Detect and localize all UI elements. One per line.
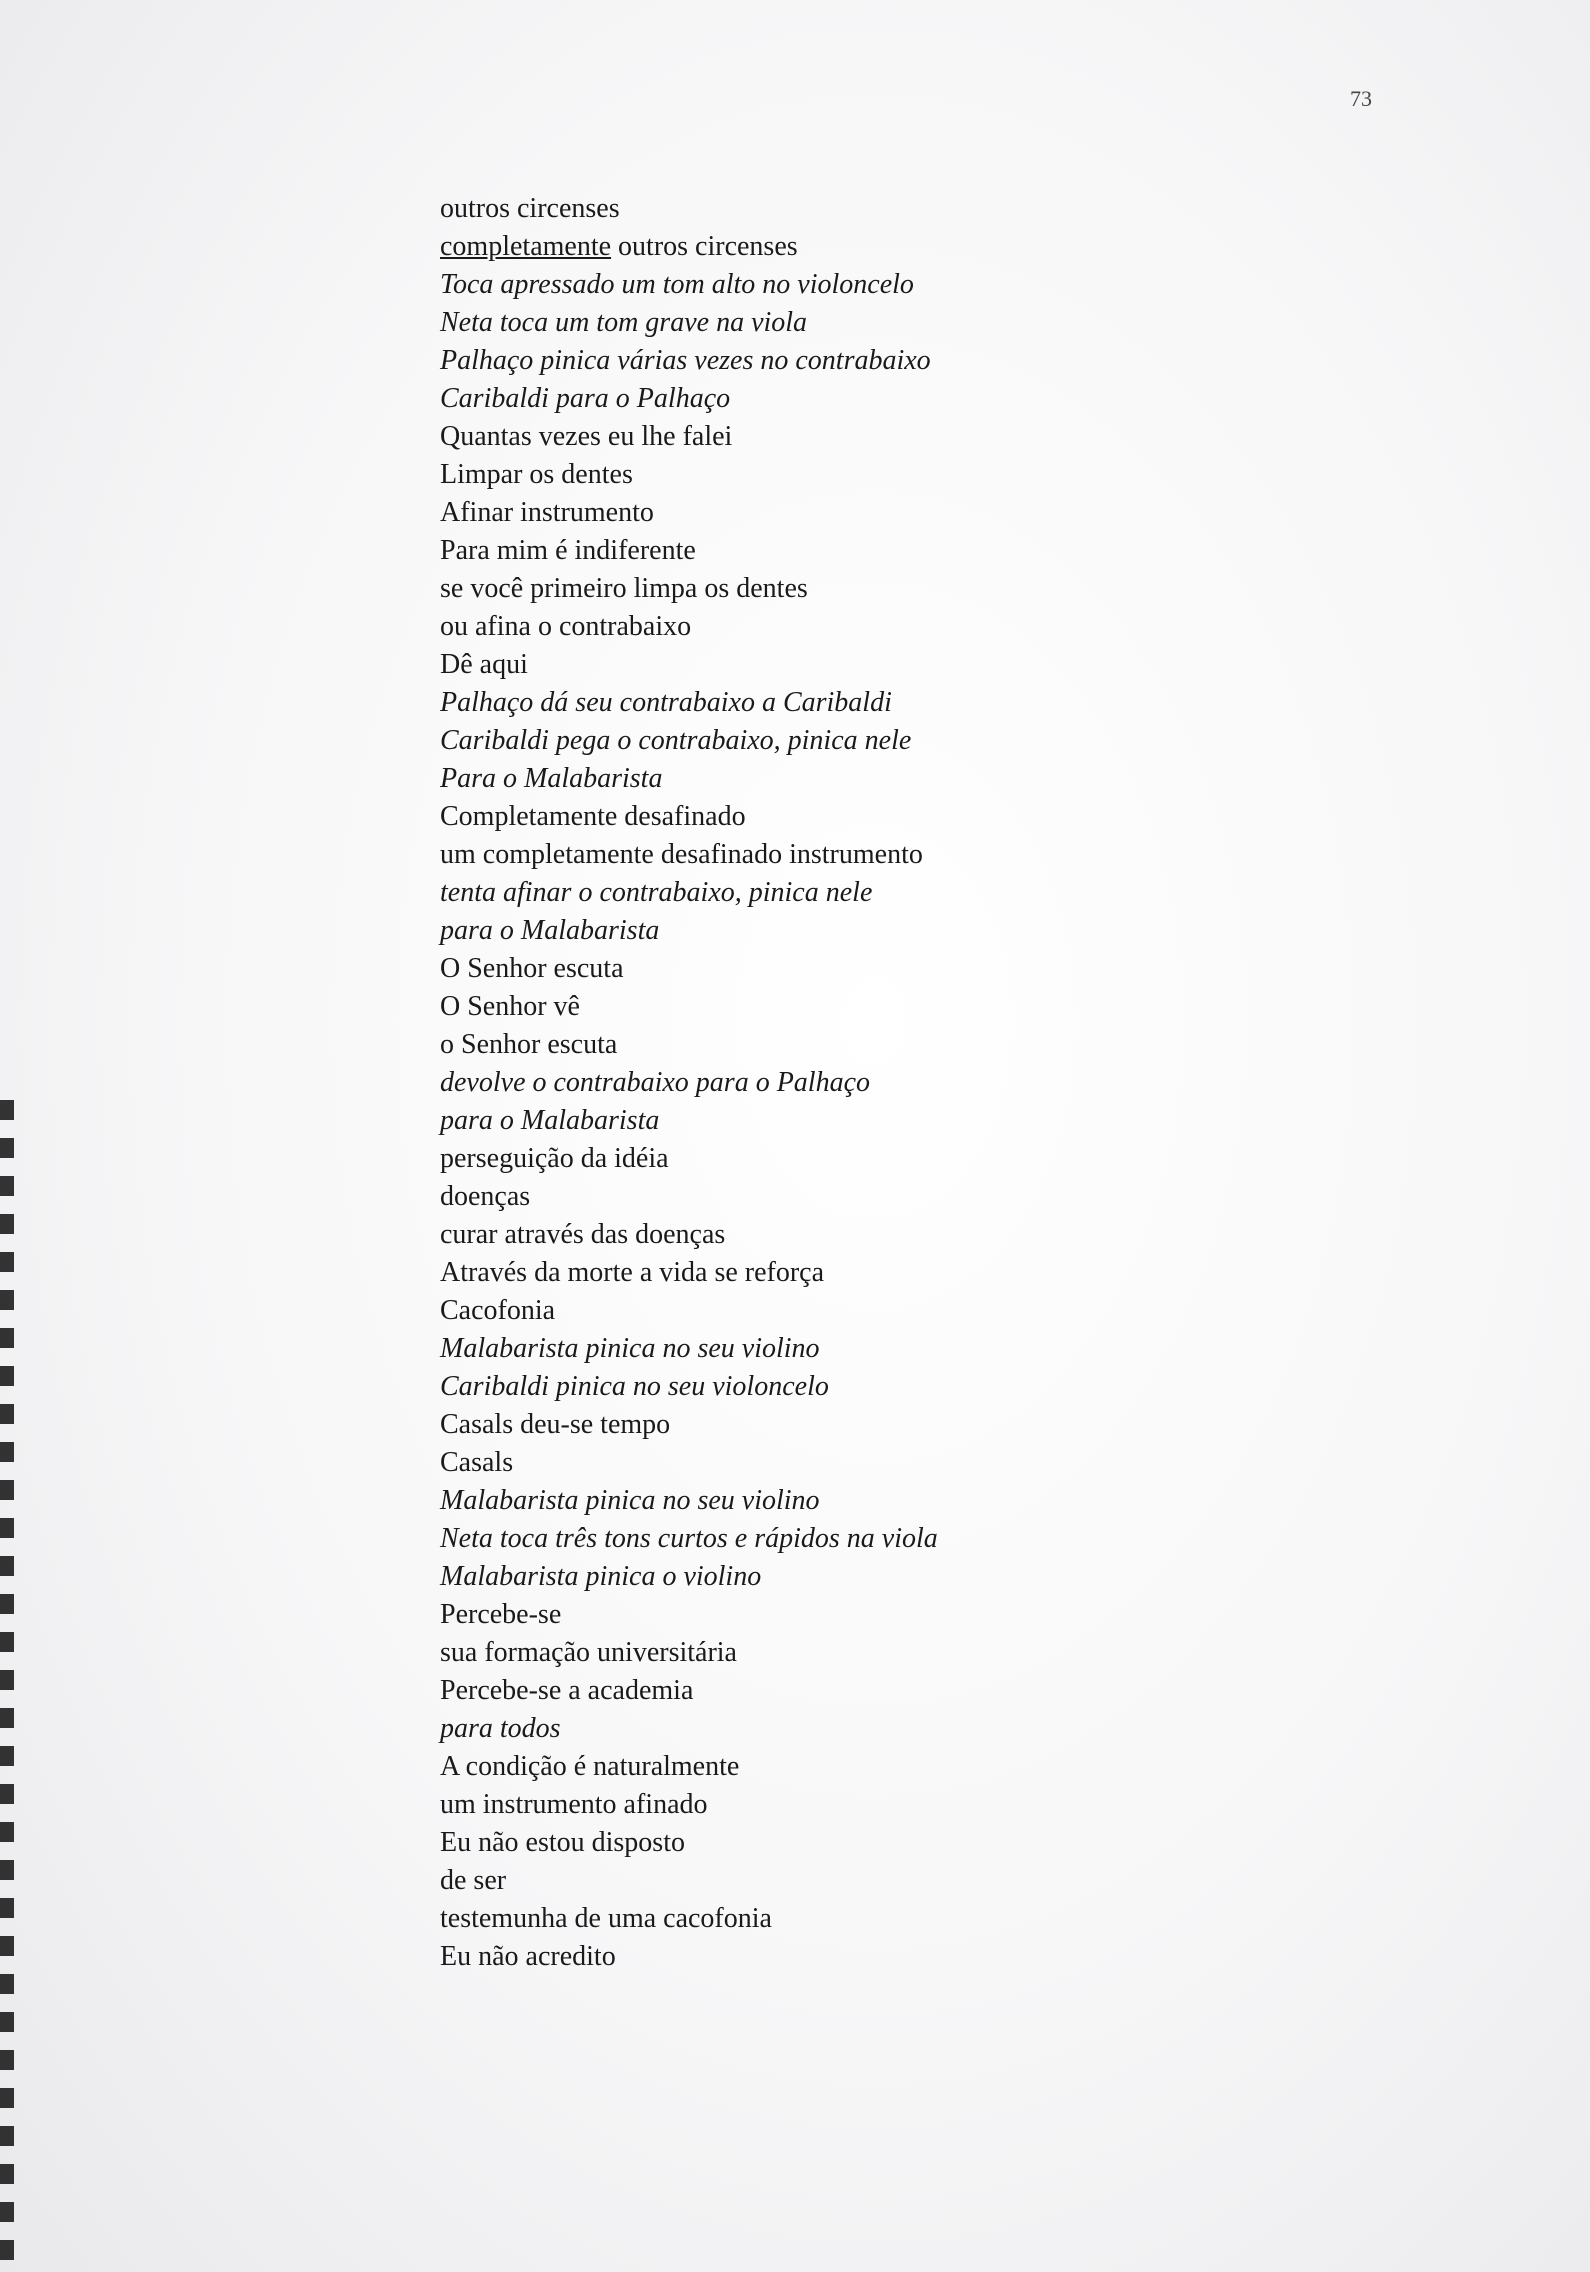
stage-direction-line: para o Malabarista [440, 915, 660, 946]
stage-direction-line: Palhaço dá seu contrabaixo a Caribaldi [440, 687, 892, 718]
dialogue-line: O Senhor vê [440, 991, 580, 1022]
stage-direction-line: Toca apressado um tom alto no violoncelo [440, 269, 914, 300]
dialogue-line: sua formação universitária [440, 1637, 737, 1668]
dialogue-line: o Senhor escuta [440, 1029, 618, 1060]
dialogue-line: um completamente desafinado instrumento [440, 839, 923, 870]
dialogue-line: Dê aqui [440, 649, 528, 680]
dialogue-line: Percebe-se [440, 1599, 562, 1630]
dialogue-line: O Senhor escuta [440, 953, 624, 984]
dialogue-line: Quantas vezes eu lhe falei [440, 421, 733, 452]
stage-direction-line: para o Malabarista [440, 1105, 660, 1136]
dialogue-line: se você primeiro limpa os dentes [440, 573, 808, 604]
stage-direction-line: Caribaldi pinica no seu violoncelo [440, 1371, 829, 1402]
dialogue-line: perseguição da idéia [440, 1143, 669, 1174]
dialogue-line [440, 228, 1160, 266]
stage-direction-line: Neta toca três tons curtos e rápidos na viola [440, 1523, 938, 1554]
dialogue-line: testemunha de uma cacofonia [440, 1903, 772, 1934]
stage-direction-line: Caribaldi para o Palhaço [440, 383, 731, 414]
dialogue-line: Eu não acredito [440, 1941, 616, 1972]
dialogue-line: Limpar os dentes [440, 459, 633, 490]
dialogue-line: Para mim é indiferente [440, 535, 696, 566]
dialogue-line: Eu não estou disposto [440, 1827, 685, 1858]
dialogue-line: Afinar instrumento [440, 497, 654, 528]
stage-direction-line: Caribaldi pega o contrabaixo, pinica nele [440, 725, 912, 756]
line-tail: outros circenses [611, 231, 798, 262]
dialogue-line: curar através das doenças [440, 1219, 726, 1250]
dialogue-line: ou afina o contrabaixo [440, 611, 692, 642]
page-number: 73 [1350, 86, 1372, 111]
dialogue-line: de ser [440, 1865, 507, 1896]
stage-direction-line: Malabarista pinica no seu violino [440, 1485, 820, 1516]
script-text [440, 190, 1160, 1976]
dialogue-line: Percebe-se a academia [440, 1675, 694, 1706]
stage-direction-line: tenta afinar o contrabaixo, pinica nele [440, 877, 873, 908]
stage-direction-line: para todos [440, 1713, 561, 1744]
dialogue-line: Completamente desafinado [440, 801, 746, 832]
stage-direction-line: Para o Malabarista [440, 763, 663, 794]
dialogue-line: Cacofonia [440, 1295, 556, 1326]
dialogue-line: Através da morte a vida se reforça [440, 1257, 825, 1288]
underlined-word: completamente [440, 231, 612, 262]
stage-direction-line: Malabarista pinica o violino [440, 1561, 762, 1592]
stage-direction-line: Malabarista pinica no seu violino [440, 1333, 820, 1364]
stage-direction-line: devolve o contrabaixo para o Palhaço [440, 1067, 871, 1098]
stage-direction-line: Neta toca um tom grave na viola [440, 307, 808, 338]
dialogue-line: Casals [440, 1447, 514, 1478]
dialogue-line: um instrumento afinado [440, 1789, 708, 1820]
dialogue-line: Casals deu-se tempo [440, 1409, 671, 1440]
dialogue-line: A condição é naturalmente [440, 1751, 740, 1782]
dialogue-line: outros circenses [440, 193, 620, 224]
stage-direction-line: Palhaço pinica várias vezes no contrabaixo [440, 345, 931, 376]
spiral-binding [0, 1100, 14, 2272]
dialogue-line: doenças [440, 1181, 531, 1212]
